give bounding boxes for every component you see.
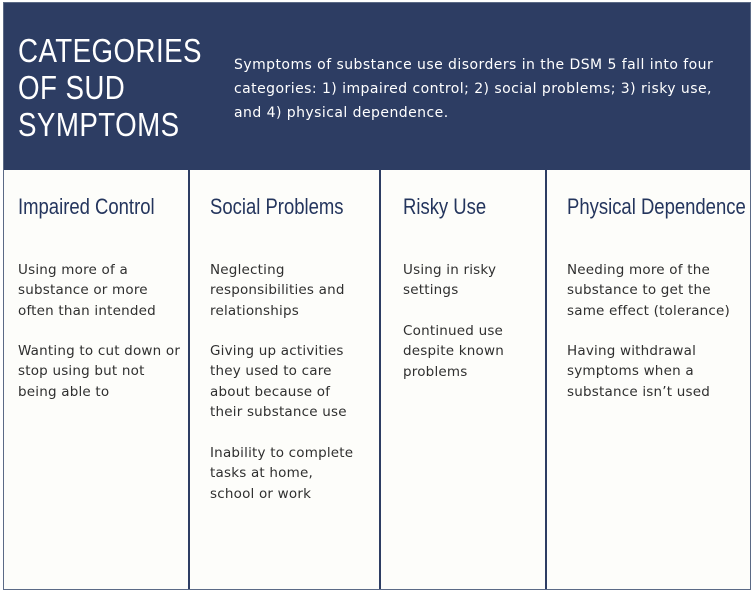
symptom-line: Using in risky	[403, 262, 497, 278]
sud-symptoms-card	[3, 2, 751, 590]
category-heading: Impaired Control	[18, 194, 155, 219]
category-heading: Risky Use	[403, 194, 487, 219]
header-banner	[4, 3, 750, 170]
symptom-item	[18, 260, 156, 321]
symptom-line: same effect (tolerance)	[567, 302, 731, 319]
category-columns	[4, 170, 750, 589]
symptom-item	[403, 260, 496, 301]
symptom-line: despite known	[403, 343, 504, 360]
symptom-line: substance to get the	[567, 282, 711, 299]
title-line: SYMPTOMS	[18, 106, 180, 143]
symptom-item	[210, 443, 353, 504]
category-impaired-control	[18, 170, 188, 589]
symptom-line: problems	[403, 363, 468, 380]
symptom-line: Neglecting	[210, 262, 285, 278]
description-line: Symptoms of substance use disorders in the DSM 5 fall into four	[234, 57, 714, 73]
symptom-line: their substance use	[210, 403, 347, 420]
symptom-line: relationships	[210, 302, 299, 319]
column-content	[210, 170, 375, 589]
category-risky-use	[379, 170, 545, 589]
symptom-item	[210, 341, 347, 422]
symptom-line: symptoms when a	[567, 363, 694, 380]
symptom-item	[567, 260, 730, 321]
symptom-line: Using more of a	[18, 262, 128, 278]
symptom-line: Giving up activities	[210, 343, 344, 359]
symptom-line: settings	[403, 282, 459, 299]
category-social-problems	[188, 170, 379, 589]
symptom-line: school or work	[210, 485, 312, 502]
symptom-line: Continued use	[403, 323, 504, 339]
symptom-line: substance isn’t used	[567, 383, 711, 400]
symptom-line: substance or more	[18, 282, 148, 299]
symptom-line: about because of	[210, 383, 331, 400]
title-line: CATEGORIES	[18, 32, 202, 69]
symptom-line: Needing more of the	[567, 262, 710, 278]
symptom-line: Wanting to cut down or	[18, 343, 181, 359]
category-heading: Social Problems	[210, 194, 344, 219]
symptom-line: tasks at home,	[210, 465, 313, 482]
symptom-line: being able to	[18, 383, 110, 400]
column-content	[567, 170, 747, 589]
symptom-line: stop using but not	[18, 363, 145, 380]
symptom-item	[567, 341, 710, 402]
symptom-line: Having withdrawal	[567, 343, 697, 359]
symptom-line: often than intended	[18, 302, 156, 319]
symptom-item	[210, 260, 345, 321]
page-title	[18, 32, 202, 143]
description-line: categories: 1) impaired control; 2) social problems; 3) risky use,	[234, 81, 712, 97]
symptom-item	[403, 321, 504, 382]
symptom-item	[18, 341, 180, 402]
header-description	[234, 53, 734, 125]
category-heading: Physical Dependence	[567, 194, 746, 219]
symptom-line: Inability to complete	[210, 445, 354, 461]
symptom-line: responsibilities and	[210, 282, 345, 299]
title-line: OF SUD	[18, 69, 126, 106]
description-line: and 4) physical dependence.	[234, 105, 449, 121]
symptom-line: they used to care	[210, 363, 332, 380]
column-content	[403, 170, 543, 589]
category-physical-dependence	[545, 170, 750, 589]
